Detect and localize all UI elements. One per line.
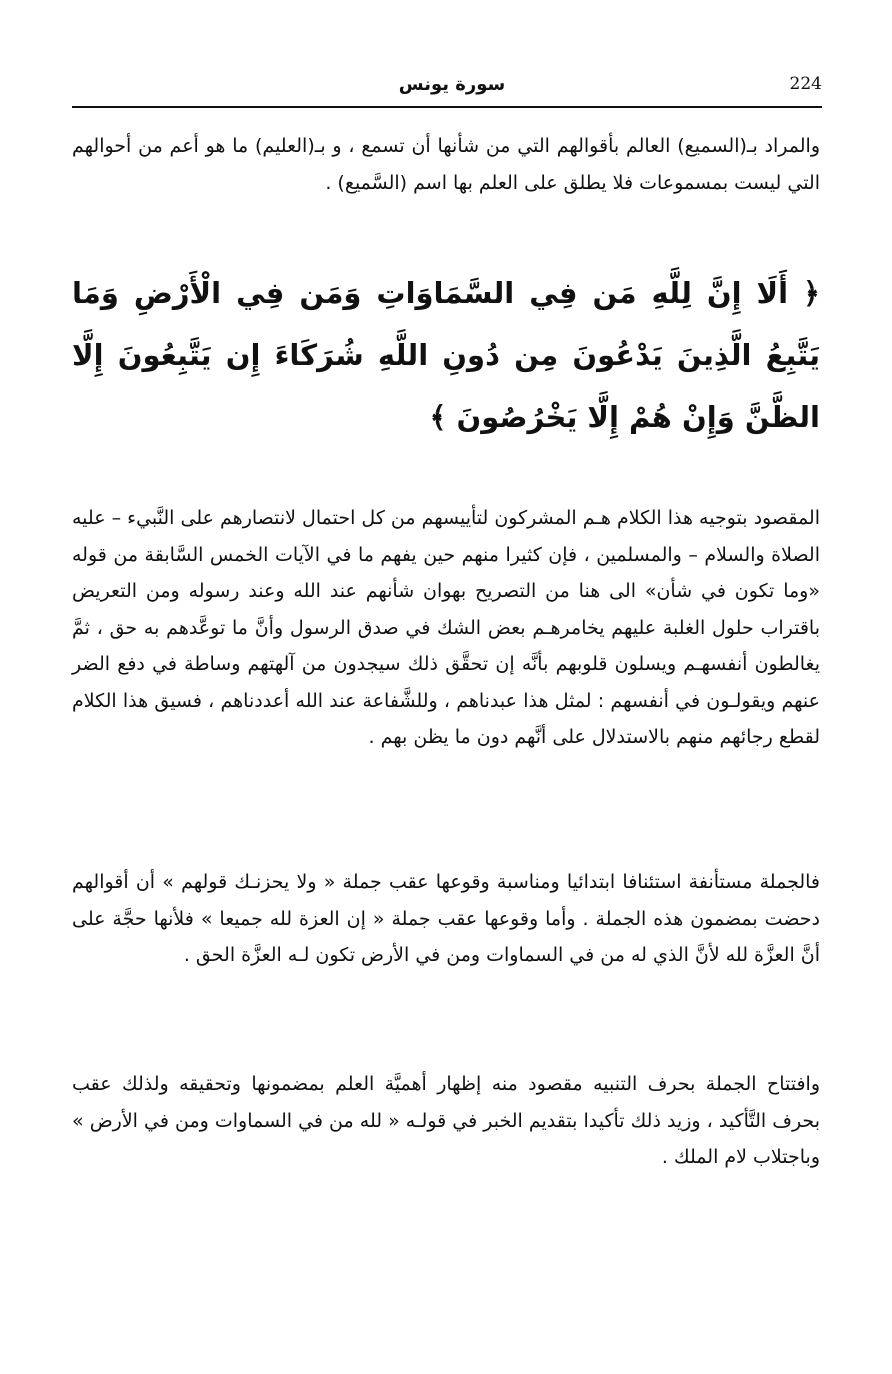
running-title: سورة يونس: [398, 74, 506, 95]
quran-verse: ﴿ أَلَا إِنَّ لِلَّهِ مَن فِي السَّمَاوَاتِ وَمَن فِي الْأَرْضِ وَمَا يَتَّبِعُ الَّذِينَ يَدْعُونَ مِن دُونِ اللَّهِ شُرَكَاءَ إِن يَتَّبِعُونَ إِلَّا الظَّنَّ وَإِنْ هُمْ إِلَّا يَخْرُصُونَ ﴾: [72, 276, 820, 434]
page-header: [72, 74, 822, 104]
page-number: 224: [789, 74, 822, 94]
paragraph-3: فالجملة مستأنفة استئنافا ابتدائيا ومناسبة وقوعها عقب جملة « ولا يحزنـك قولهم » أن أقوالهم دحضت بمضمون هذه الجملة . وأما وقوعها عقب جملة « إن العزة لله جميعا » فلأنها حجَّة على أنَّ العزَّة لله لأنَّ الذي له من في السماوات ومن في الأرض تكون لـه العزَّة الحق .: [72, 871, 820, 966]
header-rule: [72, 106, 822, 108]
paragraph-4: وافتتاح الجملة بحرف التنبيه مقصود منه إظهار أهميَّة العلم بمضمونها وتحقيقه ولذلك عقب بحرف التَّأكيد ، وزيد ذلك تأكيدا بتقديم الخبر في قولـه « لله من في السماوات ومن في الأرض » وباجتلاب لام الملك .: [72, 1073, 820, 1168]
paragraph-1: والمراد بـ(السميع) العالم بأقوالهم التي من شأنها أن تسمع ، و بـ(العليم) ما هو أعم من أحوالهم التي ليست بمسموعات فلا يطلق على العلم بها اسم (السَّميع) .: [72, 135, 820, 194]
paragraph-2: المقصود بتوجيه هذا الكلام هـم المشركون لتأييسهم من كل احتمال لانتصارهم على النَّبيء – عليه الصلاة والسلام – والمسلمين ، فإن كثيرا منهم حين يفهم ما في الآيات الخمس السَّابقة من قوله «وما تكون في شأن» الى هنا من التصريح بهوان شأنهم عند الله وعند رسوله ومن التعريض باقتراب حلول الغلبة عليهم يخامرهـم بعض الشك في صدق الرسول وأنَّ ما توعَّدهم به حق ، ثمَّ يغالطون أنفسهـم ويسلون قلوبهم بأنَّه إن تحقَّق ذلك سيجدون من آلهتهم وساطة في دفع الضر عنهم ويقولـون في أنفسهم : لمثل هذا عبدناهم ، وللشَّفاعة عند الله أعددناهم ، فسيق هذا الكلام لقطع رجائهم منهم بالاستدلال على أنَّهم دون ما يظن بهم .: [72, 507, 820, 748]
